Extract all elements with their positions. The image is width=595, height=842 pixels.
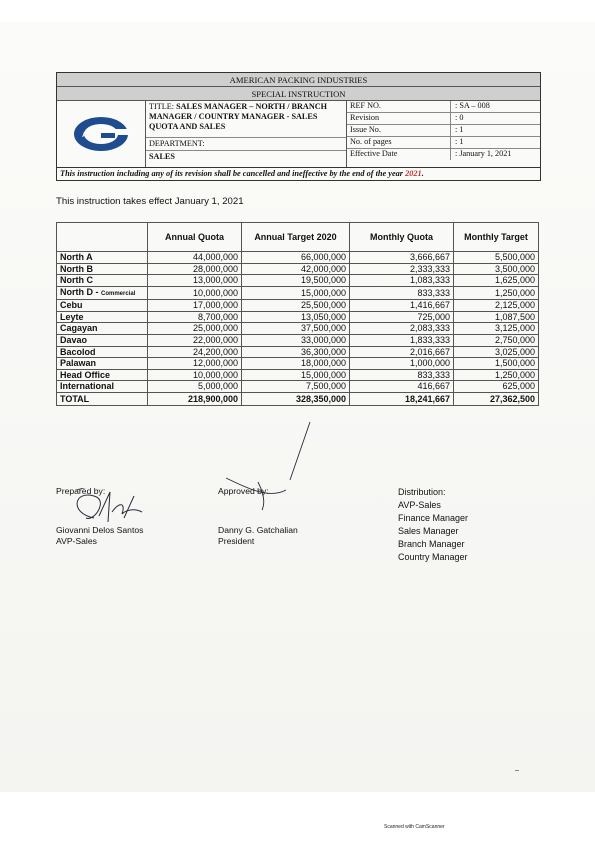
document-type: SPECIAL INSTRUCTION	[57, 87, 540, 101]
column-header: Annual Quota	[148, 223, 242, 252]
annual-quota-cell: 12,000,000	[148, 358, 242, 370]
document-header	[56, 72, 541, 181]
annual-target-cell: 42,000,000	[242, 263, 350, 275]
monthly-target-cell: 1,500,000	[454, 358, 539, 370]
monthly-quota-cell: 416,667	[350, 381, 454, 393]
region-cell: North C	[57, 275, 148, 287]
table-row	[57, 369, 539, 381]
monthly-quota-cell: 725,000	[350, 311, 454, 323]
monthly-target-cell: 1,250,000	[454, 286, 539, 299]
signature-prepared	[64, 488, 174, 528]
monthly-quota-cell: 1,083,333	[350, 275, 454, 287]
region-cell: Head Office	[57, 369, 148, 381]
prepared-by-block	[56, 486, 143, 547]
annual-quota-cell: 44,000,000	[148, 252, 242, 264]
preparer-name: Giovanni Delos Santos	[56, 525, 144, 535]
total-label: TOTAL	[57, 392, 148, 405]
document-title: TITLE: SALES MANAGER – NORTH / BRANCH MANAGER / COUNTRY MANAGER - SALES QUOTA AND SALES	[146, 101, 346, 138]
approved-by-block	[218, 486, 298, 547]
table-row	[57, 263, 539, 275]
column-header: Monthly Quota	[350, 223, 454, 252]
annual-target-cell: 66,000,000	[242, 252, 350, 264]
annual-quota-cell: 24,200,000	[148, 346, 242, 358]
monthly-target-cell: 3,125,000	[454, 323, 539, 335]
total-annual-target: 328,350,000	[242, 392, 350, 405]
document-meta	[347, 101, 540, 167]
department-value: SALES	[149, 152, 175, 161]
annual-target-cell: 7,500,000	[242, 381, 350, 393]
column-header: Annual Target 2020	[242, 223, 350, 252]
monthly-quota-cell: 1,833,333	[350, 334, 454, 346]
total-row	[57, 392, 539, 405]
signature-approved	[218, 420, 318, 510]
monthly-target-cell: 2,750,000	[454, 334, 539, 346]
annual-quota-cell: 10,000,000	[148, 369, 242, 381]
prepared-by-label: Prepared by:	[56, 486, 106, 496]
monthly-target-cell: 1,087,500	[454, 311, 539, 323]
monthly-target-cell: 3,025,000	[454, 346, 539, 358]
approver-name: Danny G. Gatchalian	[218, 525, 298, 535]
annual-quota-cell: 22,000,000	[148, 334, 242, 346]
region-cell: Cebu	[57, 300, 148, 312]
monthly-quota-cell: 2,083,333	[350, 323, 454, 335]
table-row	[57, 358, 539, 370]
annual-quota-cell: 5,000,000	[148, 381, 242, 393]
scanner-watermark: Scanned with CamScanner	[384, 824, 445, 830]
table-row	[57, 275, 539, 287]
total-annual-quota: 218,900,000	[148, 392, 242, 405]
annual-quota-cell: 8,700,000	[148, 311, 242, 323]
monthly-quota-cell: 1,416,667	[350, 300, 454, 312]
table-row	[57, 311, 539, 323]
region-cell: Palawan	[57, 358, 148, 370]
approver-title: President	[218, 536, 255, 546]
annual-target-cell: 15,000,000	[242, 286, 350, 299]
distribution-item: Country Manager	[398, 552, 468, 562]
company-name: AMERICAN PACKING INDUSTRIES	[57, 73, 540, 87]
monthly-quota-cell: 833,333	[350, 286, 454, 299]
table-header-row	[57, 223, 539, 252]
region-cell: North D - Commercial	[57, 286, 148, 299]
region-cell: Cagayan	[57, 323, 148, 335]
annual-target-cell: 18,000,000	[242, 358, 350, 370]
region-cell: North B	[57, 263, 148, 275]
annual-quota-cell: 17,000,000	[148, 300, 242, 312]
region-cell: North A	[57, 252, 148, 264]
monthly-target-cell: 1,250,000	[454, 369, 539, 381]
column-header: Monthly Target	[454, 223, 539, 252]
logo-icon	[72, 114, 130, 154]
effective-statement: This instruction takes effect January 1, 2021	[56, 196, 244, 207]
region-cell: International	[57, 381, 148, 393]
monthly-quota-cell: 3,666,667	[350, 252, 454, 264]
annual-quota-cell: 10,000,000	[148, 286, 242, 299]
region-cell: Davao	[57, 334, 148, 346]
table-row	[57, 252, 539, 264]
annual-target-cell: 13,050,000	[242, 311, 350, 323]
table-row	[57, 286, 539, 299]
annual-quota-cell: 25,000,000	[148, 323, 242, 335]
table-row	[57, 334, 539, 346]
table-row	[57, 323, 539, 335]
annual-quota-cell: 28,000,000	[148, 263, 242, 275]
annual-target-cell: 37,500,000	[242, 323, 350, 335]
monthly-target-cell: 5,500,000	[454, 252, 539, 264]
monthly-quota-cell: 1,000,000	[350, 358, 454, 370]
region-cell: Bacolod	[57, 346, 148, 358]
monthly-quota-cell: 2,016,667	[350, 346, 454, 358]
annual-target-cell: 25,500,000	[242, 300, 350, 312]
monthly-target-cell: 1,625,000	[454, 275, 539, 287]
distribution-label: Distribution:	[398, 487, 446, 497]
revision-notice: This instruction including any of its revision shall be cancelled and ineffective by the end of the year 2021.	[57, 167, 540, 180]
monthly-target-cell: 625,000	[454, 381, 539, 393]
scan-artifact	[515, 770, 519, 771]
monthly-quota-cell: 2,333,333	[350, 263, 454, 275]
monthly-quota-cell: 833,333	[350, 369, 454, 381]
region-cell: Leyte	[57, 311, 148, 323]
meta-row: Issue No. : 1	[347, 125, 540, 137]
distribution-item: Finance Manager	[398, 513, 469, 523]
distribution-list	[398, 486, 468, 564]
table-row	[57, 300, 539, 312]
meta-row: REF NO. : SA – 008	[347, 101, 540, 113]
column-header	[57, 223, 148, 252]
distribution-item: AVP-Sales	[398, 500, 441, 510]
annual-target-cell: 15,000,000	[242, 369, 350, 381]
department-label: DEPARTMENT:	[146, 138, 346, 151]
approved-by-label: Approved by:	[218, 486, 269, 496]
table-row	[57, 381, 539, 393]
sales-quota-table	[56, 222, 539, 406]
meta-row: No. of pages : 1	[347, 137, 540, 149]
total-monthly-quota: 18,241,667	[350, 392, 454, 405]
annual-target-cell: 36,300,000	[242, 346, 350, 358]
svg-text:API: API	[82, 132, 94, 139]
annual-target-cell: 19,500,000	[242, 275, 350, 287]
monthly-target-cell: 3,500,000	[454, 263, 539, 275]
distribution-item: Sales Manager	[398, 526, 459, 536]
company-logo	[57, 101, 146, 167]
total-monthly-target: 27,362,500	[454, 392, 539, 405]
annual-quota-cell: 13,000,000	[148, 275, 242, 287]
meta-row: Revision : 0	[347, 113, 540, 125]
monthly-target-cell: 2,125,000	[454, 300, 539, 312]
distribution-item: Branch Manager	[398, 539, 465, 549]
meta-row: Effective Date : January 1, 2021	[347, 149, 540, 160]
table-row	[57, 346, 539, 358]
preparer-title: AVP-Sales	[56, 536, 97, 546]
annual-target-cell: 33,000,000	[242, 334, 350, 346]
